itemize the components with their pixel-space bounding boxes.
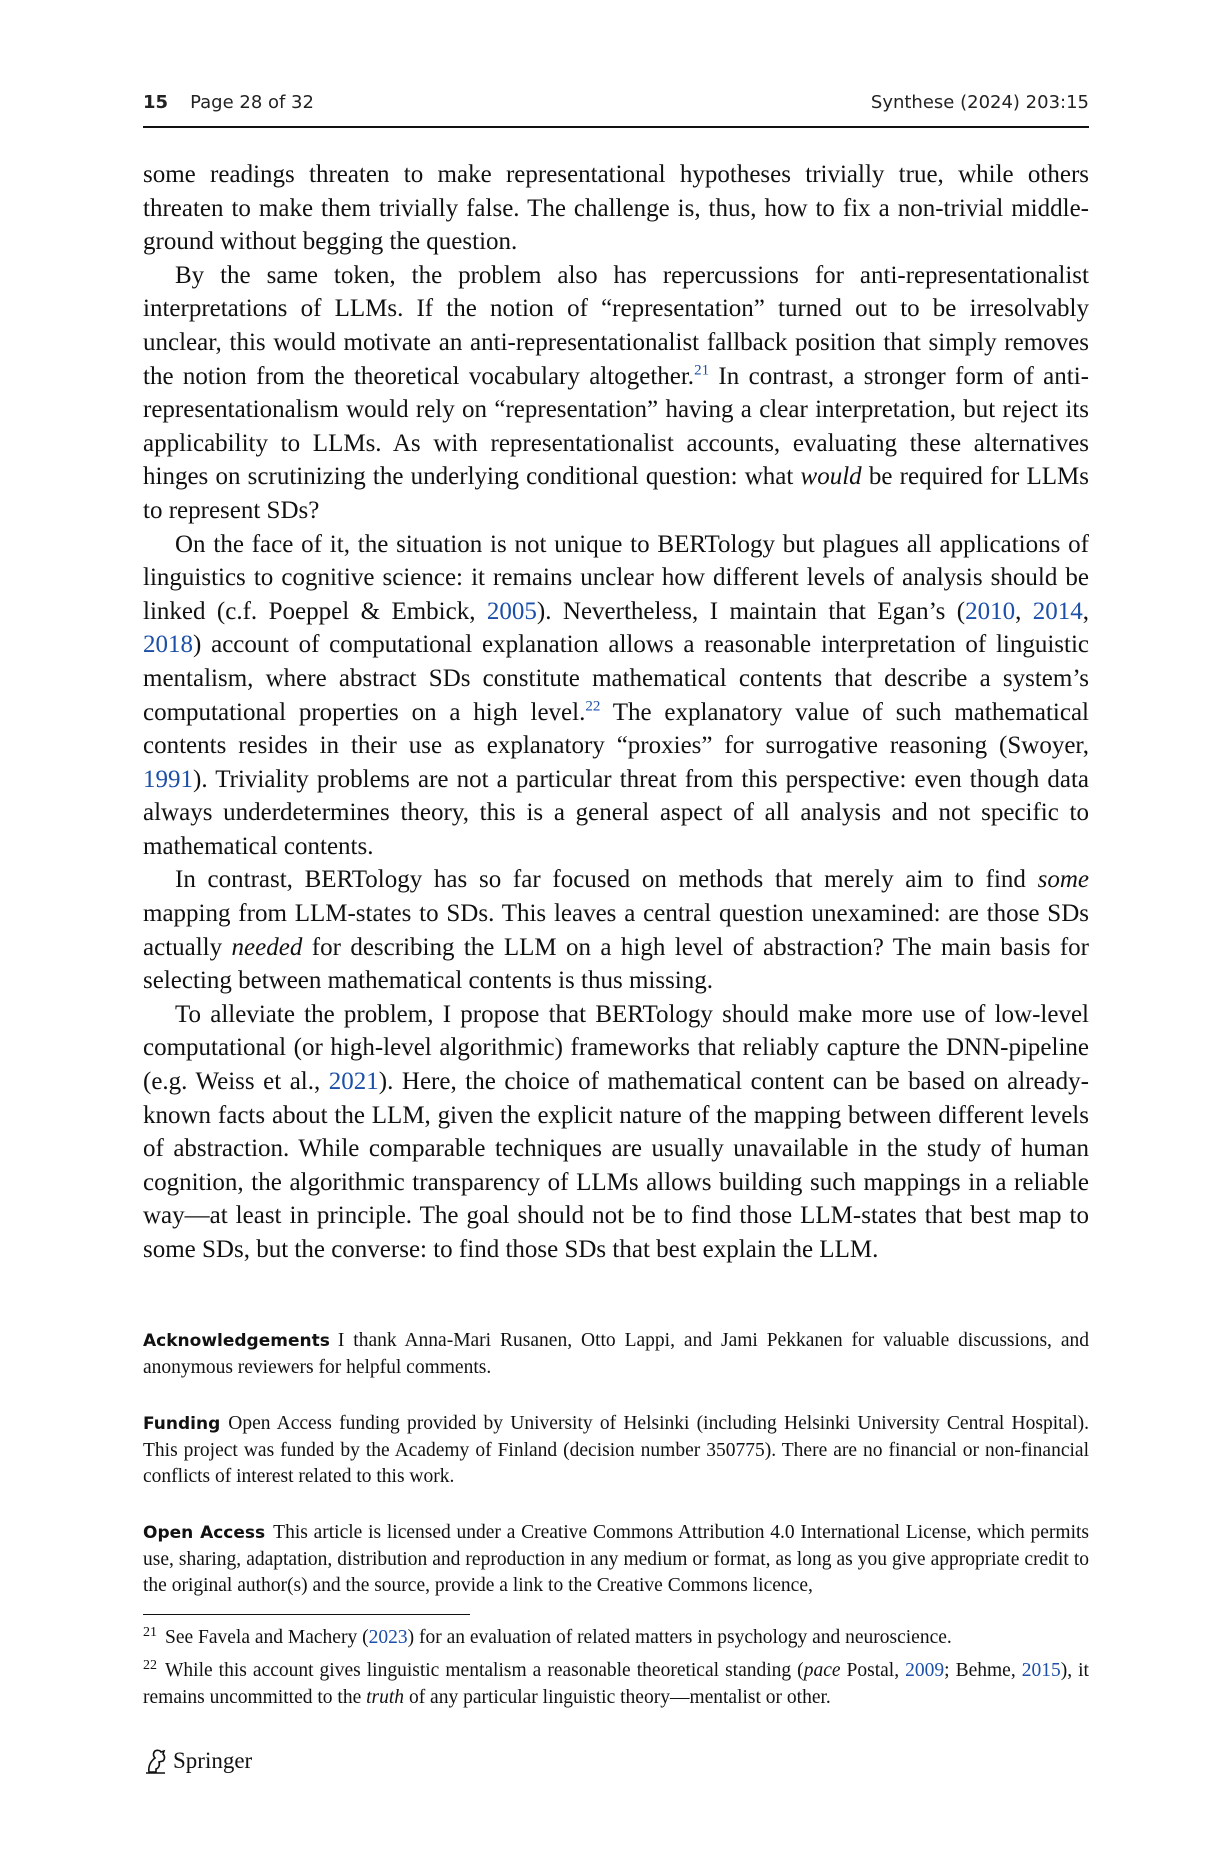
emphasis: needed bbox=[231, 933, 303, 961]
text-run: be required for LLMs to represent SDs? bbox=[143, 463, 1089, 524]
text-run: of any particular linguistic theory—mentalist or other. bbox=[404, 1686, 831, 1708]
footnote-rule bbox=[143, 1614, 470, 1615]
citation-link-2005[interactable]: 2005 bbox=[486, 597, 537, 625]
citation-link-2018[interactable]: 2018 bbox=[143, 631, 193, 659]
journal-citation: Synthese (2024) 203:15 bbox=[870, 92, 1089, 113]
paragraph-5 bbox=[143, 998, 1089, 1267]
citation-link-2023[interactable]: 2023 bbox=[368, 1627, 408, 1648]
text-run: See Favela and Machery ( bbox=[165, 1627, 369, 1648]
citation-link-2014[interactable]: 2014 bbox=[1032, 597, 1083, 625]
text-run: ; Behme, bbox=[944, 1660, 1022, 1681]
funding-heading: Funding bbox=[143, 1414, 221, 1434]
footnote-number: 22 bbox=[143, 1657, 157, 1673]
header-left bbox=[143, 92, 314, 113]
text-run: Postal, bbox=[840, 1660, 906, 1681]
text-run: In contrast, a stronger form of anti-representationalism would rely on “representation” having a clear interpretation, but reject its applicability to LLMs. As with representationalist accounts, evaluating these alternatives hinges on scrutinizing the underlying conditional question: what bbox=[143, 362, 1089, 491]
citation-link-2010[interactable]: 2010 bbox=[965, 597, 1016, 625]
springer-horse-icon bbox=[143, 1747, 169, 1775]
acknowledgements-text: I thank Anna-Mari Rusanen, Otto Lappi, and Jami Pekkanen for valuable discussions, and anonymous reviewers for helpful comments. bbox=[143, 1330, 1089, 1378]
acknowledgements-heading: Acknowledgements bbox=[143, 1331, 330, 1351]
text-run: In contrast, BERTology has so far focused on methods that merely aim to find bbox=[175, 866, 1038, 894]
text-run: , bbox=[1082, 597, 1090, 625]
text-run: for describing the LLM on a high level of abstraction? The main basis for selecting between mathematical contents is thus missing. bbox=[143, 933, 1089, 995]
paragraph-3 bbox=[143, 528, 1089, 864]
emphasis: some bbox=[1037, 866, 1089, 894]
emphasis: truth bbox=[366, 1686, 405, 1708]
emphasis: would bbox=[800, 463, 862, 491]
paragraph-2 bbox=[143, 259, 1089, 528]
acknowledgements bbox=[143, 1328, 1089, 1381]
footnote-22 bbox=[143, 1658, 1089, 1711]
text-run: To alleviate the problem, I propose that BERTology should make more use of low-level computational (or high-level algorithmic) frameworks that reliably capture the DNN-pipeline (e.g. Weiss et al., bbox=[143, 1000, 1089, 1096]
article-page-number: 15 bbox=[143, 92, 169, 113]
paragraph-1: some readings threaten to make representational hypotheses trivially true, while others threaten to make them trivially false. The challenge is, thus, how to fix a non-trivial middle-ground without begging the question. bbox=[143, 161, 1089, 256]
citation-link-2009[interactable]: 2009 bbox=[905, 1660, 945, 1681]
open-access-heading: Open Access bbox=[143, 1523, 266, 1543]
publisher-logo bbox=[143, 1746, 252, 1776]
funding-text: Open Access funding provided by University of Helsinki (including Helsinki University Central Hospital). This project was funded by the Academy of Finland (decision number 350775). There are no financial or non-financial conflicts of interest related to this work. bbox=[143, 1413, 1089, 1487]
text-run: On the face of it, the situation is not unique to BERTology but plagues all applications of linguistics to cognitive science: it remains unclear how different levels of analysis should be linked (c.f. Poeppel & Embick, bbox=[143, 530, 1089, 625]
citation-link-2015[interactable]: 2015 bbox=[1021, 1660, 1061, 1681]
citation-link-2021[interactable]: 2021 bbox=[328, 1068, 379, 1096]
text-run: ). Nevertheless, I maintain that Egan’s ( bbox=[536, 597, 966, 625]
text-run: ). Here, the choice of mathematical content can be based on already-known facts about the LLM, given the explicit nature of the mapping between different levels of abstraction. While comparable techniques are usually unavailable in the study of human cognition, the algorithmic transparency of LLMs allows building such mappings in a reliable way—at least in principle. The goal should not be to find those LLM-states that best map to some SDs, but the converse: to find those SDs that best explain the LLM. bbox=[143, 1068, 1089, 1263]
citation-link-1991[interactable]: 1991 bbox=[143, 765, 193, 793]
main-text bbox=[143, 158, 1089, 1267]
text-run: ). Triviality problems are not a particular threat from this perspective: even though data always underdetermines theory, this is a general aspect of all analysis and not specific to mathematical contents. bbox=[143, 765, 1089, 860]
paragraph-4 bbox=[143, 863, 1089, 997]
text-run: ), it remains uncommitted to the bbox=[143, 1660, 1089, 1708]
footnote-ref-22[interactable]: 22 bbox=[585, 698, 601, 715]
text-run: , bbox=[1015, 597, 1033, 625]
publisher-name: Springer bbox=[173, 1748, 253, 1773]
text-run: ) for an evaluation of related matters in psychology and neuroscience. bbox=[407, 1627, 952, 1648]
footnote-ref-21[interactable]: 21 bbox=[694, 362, 710, 379]
footnote-21 bbox=[143, 1625, 1089, 1652]
emphasis: pace bbox=[803, 1660, 841, 1681]
text-run: ) account of computational explanation allows a reasonable interpretation of linguistic mentalism, where abstract SDs constitute mathematical contents that describe a system’s computational properties on a high level. bbox=[143, 631, 1089, 726]
running-header bbox=[143, 92, 1089, 118]
funding bbox=[143, 1411, 1089, 1491]
header-rule bbox=[143, 126, 1089, 128]
text-run: mapping from LLM-states to SDs. This leaves a central question unexamined: are those SDs actually bbox=[143, 900, 1089, 961]
text-run: While this account gives linguistic mentalism a reasonable theoretical standing ( bbox=[165, 1660, 804, 1681]
open-access-text: This article is licensed under a Creative Commons Attribution 4.0 International License, which permits use, sharing, adaptation, distribution and reproduction in any medium or format, as long as you give appropriate credit to the original author(s) and the source, provide a link to the Creative Commons licence, bbox=[143, 1522, 1089, 1596]
page-of-count: Page 28 of 32 bbox=[190, 92, 314, 113]
text-run: The explanatory value of such mathematical contents resides in their use as explanatory “proxies” for surrogative reasoning (Swoyer, bbox=[143, 698, 1089, 760]
open-access bbox=[143, 1520, 1089, 1600]
text-run: By the same token, the problem also has repercussions for anti-representationalist interpretations of LLMs. If the notion of “representation” turned out to be irresolvably unclear, this would motivate an anti-representationalist fallback position that simply removes the notion from the theoretical vocabulary altogether. bbox=[143, 261, 1089, 390]
footnote-number: 21 bbox=[143, 1624, 157, 1640]
